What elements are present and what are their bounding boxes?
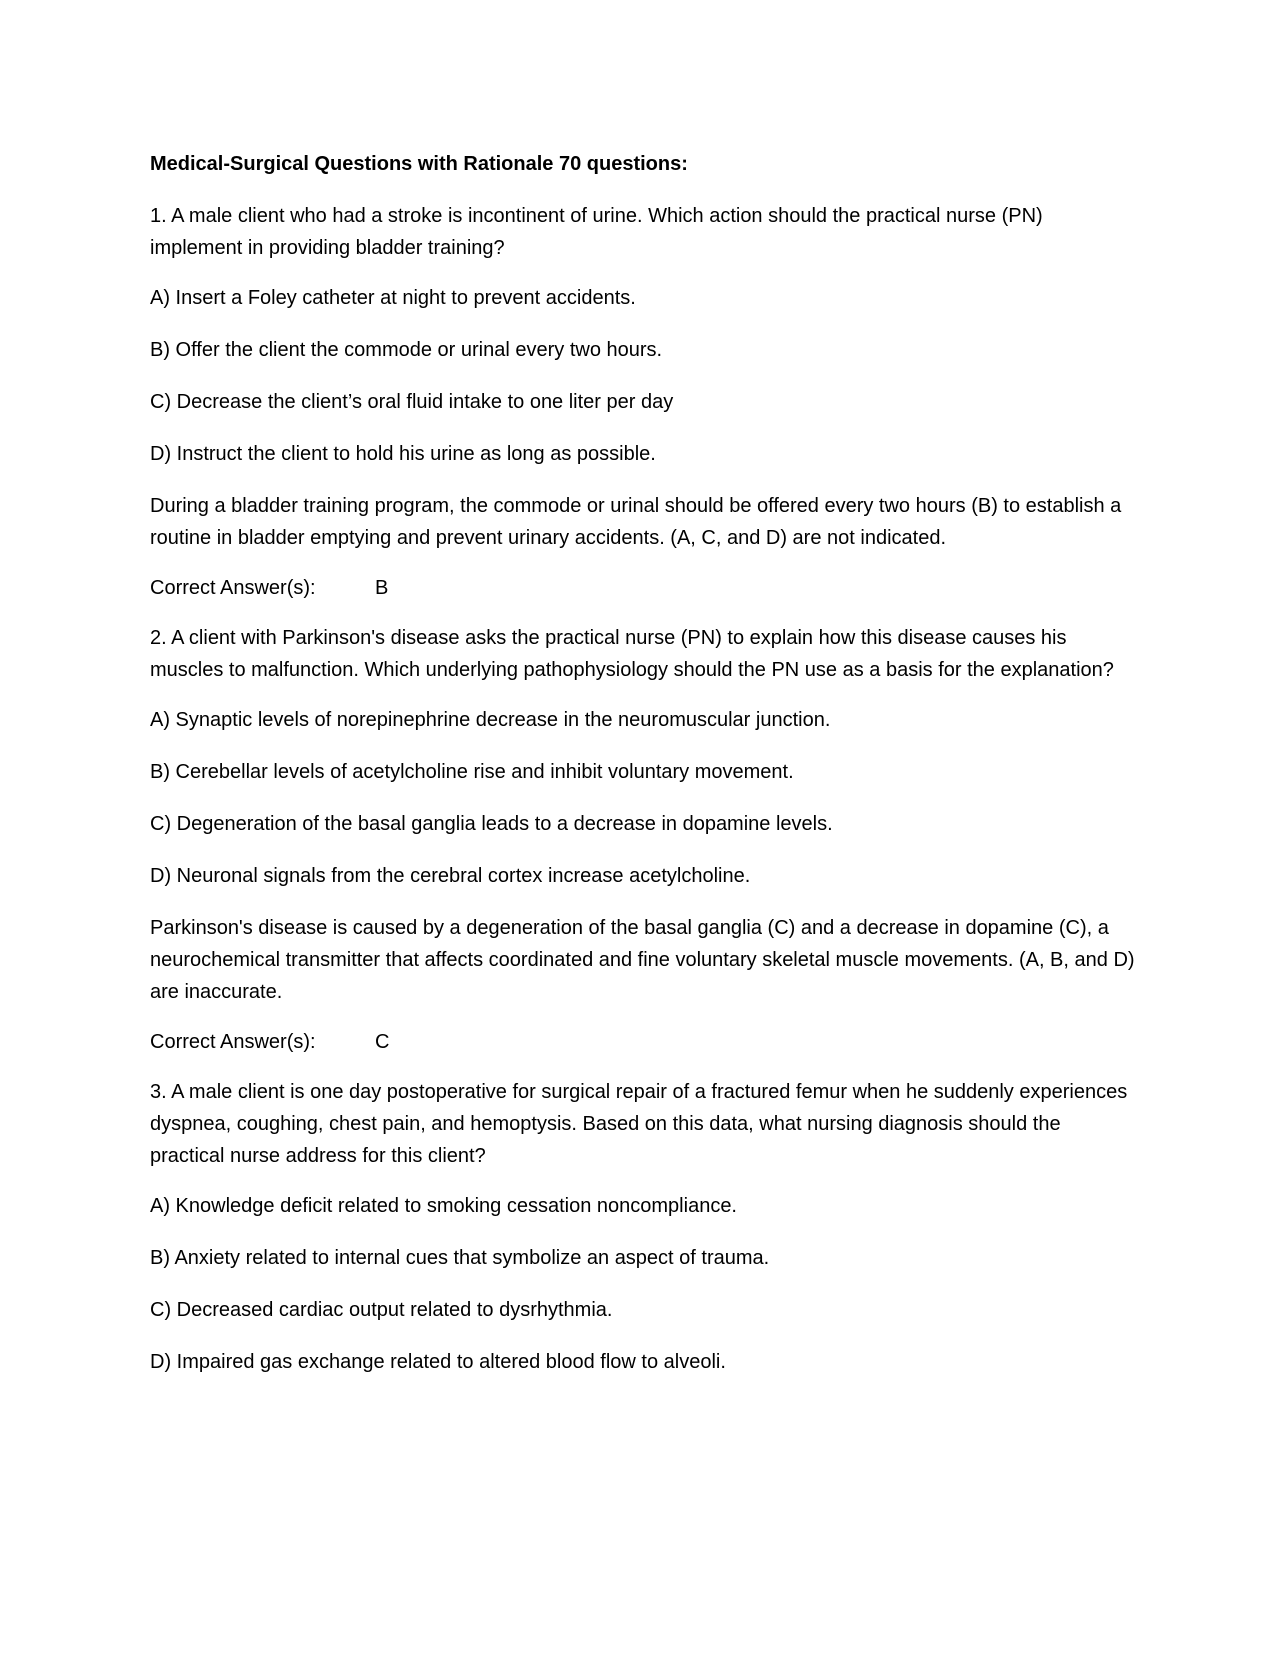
option-a: A) Insert a Foley catheter at night to prevent accidents. [150, 287, 636, 309]
option-b: B) Cerebellar levels of acetylcholine rise and inhibit voluntary movement. [150, 761, 794, 783]
option-c: C) Degeneration of the basal ganglia leads to a decrease in dopamine levels. [150, 813, 833, 835]
question-text: 3. A male client is one day postoperative for surgical repair of a fractured femur when he suddenly experiences dyspnea, coughing, chest pain, and hemoptysis. Based on this data, what nursing diagnosis should the practical nurse address for this client? [150, 1081, 1128, 1167]
option-a: A) Synaptic levels of norepinephrine decrease in the neuromuscular junction. [150, 709, 831, 731]
correct-answer [150, 572, 1140, 604]
option-c: C) Decrease the client’s oral fluid intake to one liter per day [150, 391, 674, 413]
correct-answer-label: Correct Answer(s): [150, 577, 316, 599]
option-d: D) Instruct the client to hold his urine as long as possible. [150, 443, 656, 465]
question-3 [150, 1076, 1140, 1378]
question-text: 1. A male client who had a stroke is incontinent of urine. Which action should the practical nurse (PN) implement in providing bladder training? [150, 205, 1043, 259]
question-text: 2. A client with Parkinson's disease asks the practical nurse (PN) to explain how this disease causes his muscles to malfunction. Which underlying pathophysiology should the PN use as a basis for the explanation? [150, 627, 1114, 681]
document-body [150, 148, 1140, 1398]
correct-answer-label: Correct Answer(s): [150, 1031, 316, 1053]
option-c: C) Decreased cardiac output related to dysrhythmia. [150, 1299, 613, 1321]
option-d: D) Neuronal signals from the cerebral cortex increase acetylcholine. [150, 865, 751, 887]
option-a: A) Knowledge deficit related to smoking cessation noncompliance. [150, 1195, 737, 1217]
option-b: B) Anxiety related to internal cues that symbolize an aspect of trauma. [150, 1247, 770, 1269]
option-d: D) Impaired gas exchange related to altered blood flow to alveoli. [150, 1351, 726, 1373]
option-b: B) Offer the client the commode or urinal every two hours. [150, 339, 663, 361]
correct-answer [150, 1026, 1140, 1058]
question-2 [150, 622, 1140, 1058]
document-title: Medical-Surgical Questions with Rationale 70 questions: [150, 153, 688, 175]
question-1 [150, 200, 1140, 604]
correct-answer-value: C [375, 1031, 390, 1053]
rationale: During a bladder training program, the commode or urinal should be offered every two hours (B) to establish a routine in bladder emptying and prevent urinary accidents. (A, C, and D) are not indicated. [150, 495, 1122, 549]
correct-answer-value: B [375, 577, 389, 599]
rationale: Parkinson's disease is caused by a degeneration of the basal ganglia (C) and a decrease in dopamine (C), a neurochemical transmitter that affects coordinated and fine voluntary skeletal muscle movements. (A, B, and D) are inaccurate. [150, 917, 1135, 1003]
